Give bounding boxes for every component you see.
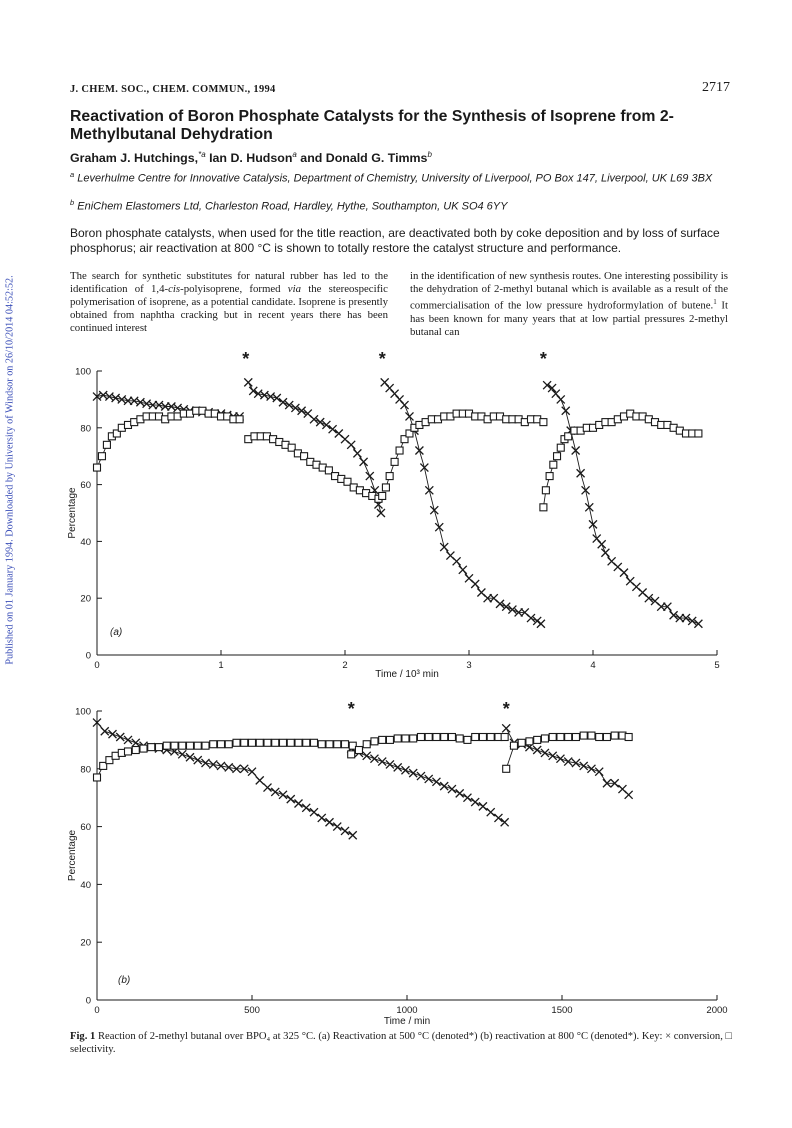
body-italic: cis (168, 283, 181, 295)
conversion-point (132, 739, 140, 747)
conversion-point (401, 401, 409, 409)
body-column-left (70, 270, 388, 335)
conversion-point (453, 557, 461, 565)
selectivity-point (580, 732, 587, 739)
selectivity-point (363, 741, 370, 748)
download-watermark-text: Published on 01 January 1994. Downloaded by University of Windsor on 26/10/2014 04:52:52. (4, 275, 16, 665)
y-tick-label: 80 (80, 764, 91, 776)
selectivity-point (456, 735, 463, 742)
selectivity-point (402, 735, 409, 742)
selectivity-point (295, 739, 302, 746)
selectivity-point (179, 742, 186, 749)
conversion-point (279, 791, 287, 799)
conversion-point (572, 759, 580, 767)
conversion-point (341, 827, 349, 835)
conversion-point (366, 472, 374, 480)
conversion-point (435, 523, 443, 531)
selectivity-point (326, 741, 333, 748)
x-tick-label: 1 (218, 660, 224, 671)
y-tick-label: 40 (80, 879, 91, 891)
conversion-point (409, 769, 417, 777)
conversion-point (333, 823, 341, 831)
body-text: The search for synthetic substitutes for natural rubber has led to the identification of 1,4- (70, 270, 388, 295)
conversion-point (394, 763, 402, 771)
selectivity-point (479, 734, 486, 741)
selectivity-point (391, 458, 398, 465)
y-tick-label: 0 (85, 650, 91, 662)
conversion-point (109, 730, 117, 738)
conversion-point (349, 831, 357, 839)
selectivity-point (256, 739, 263, 746)
reactivation-marker: * (378, 349, 386, 369)
selectivity-point (303, 739, 310, 746)
conversion-point (360, 458, 368, 466)
figure-caption (70, 1030, 738, 1056)
selectivity-point (695, 430, 702, 437)
conversion-point (471, 580, 479, 588)
x-tick-label: 2 (342, 660, 348, 671)
conversion-point (589, 520, 597, 528)
x-tick-label: 4 (590, 660, 596, 671)
selectivity-point (132, 747, 139, 754)
selectivity-point (156, 744, 163, 751)
conversion-point (186, 753, 194, 761)
selectivity-line (386, 414, 544, 488)
selectivity-point (464, 736, 471, 743)
x-axis-label: Time / 10³ min (375, 669, 439, 680)
conversion-point (347, 441, 355, 449)
affiliation-a (70, 168, 738, 186)
selectivity-point (396, 447, 403, 454)
conversion-point (271, 788, 279, 796)
conversion-point (244, 378, 252, 386)
selectivity-point (565, 734, 572, 741)
panel-label: (a) (110, 627, 123, 638)
selectivity-point (272, 739, 279, 746)
conversion-point (580, 762, 588, 770)
author-mark: b (427, 150, 432, 159)
page-number: 2717 (702, 80, 730, 95)
x-axis-label: Time / min (383, 1016, 431, 1027)
selectivity-point (379, 492, 386, 499)
conversion-point (326, 818, 334, 826)
selectivity-point (526, 738, 533, 745)
conversion-point (310, 808, 318, 816)
selectivity-point (371, 738, 378, 745)
x-tick-label: 0 (94, 660, 100, 671)
selectivity-point (202, 742, 209, 749)
selectivity-point (572, 734, 579, 741)
x-tick-label: 1000 (396, 1005, 418, 1016)
conversion-point (440, 782, 448, 790)
conversion-point (557, 395, 565, 403)
selectivity-point (557, 444, 564, 451)
selectivity-point (241, 739, 248, 746)
body-text: in the identification of new synthesis routes. One interesting possibility is the dehydration of 2-methyl butanal which is available as a result of the commercialisation of the low pressure hydroformylation of butene. (410, 270, 728, 312)
body-text: -polyisoprene, formed (180, 283, 288, 295)
body-column-right (410, 270, 728, 339)
conversion-point (456, 789, 464, 797)
conversion-point (287, 795, 295, 803)
conversion-point (440, 543, 448, 551)
selectivity-point (210, 741, 217, 748)
selectivity-point (379, 736, 386, 743)
conversion-point (587, 765, 595, 773)
conversion-point (537, 620, 545, 628)
selectivity-point (264, 739, 271, 746)
selectivity-point (334, 741, 341, 748)
selectivity-point (487, 734, 494, 741)
selectivity-point (625, 734, 632, 741)
y-tick-label: 60 (80, 822, 91, 834)
reactivation-marker: * (502, 699, 510, 719)
figure-caption-text: Reaction of 2-methyl butanal over BPO₄ at 325 °C. (a) Reactivation at 500 °C (denoted*) (b) reactivation at 800 °C (denoted*). Key: × conversion, □ selectivity. (70, 1031, 732, 1055)
abstract: Boron phosphate catalysts, when used for the title reaction, are deactivated both by coke deposition and by loss of surface phosphorus; air reactivation at 800 °C is shown to totally restore the catalyst structure and performance. (70, 226, 720, 255)
conversion-point (370, 755, 378, 763)
selectivity-point (171, 742, 178, 749)
chart-panel-b (0, 695, 792, 1025)
selectivity-point (225, 741, 232, 748)
selectivity-point (540, 504, 547, 511)
conversion-point (377, 509, 385, 517)
selectivity-point (187, 742, 194, 749)
reactivation-marker: * (242, 349, 250, 369)
selectivity-point (287, 739, 294, 746)
selectivity-point (448, 734, 455, 741)
affiliation-mark: b (70, 198, 75, 207)
conversion-point (415, 447, 423, 455)
selectivity-point (540, 419, 547, 426)
selectivity-point (98, 453, 105, 460)
conversion-point (533, 746, 541, 754)
conversion-point (217, 762, 225, 770)
conversion-point (124, 736, 132, 744)
selectivity-point (425, 734, 432, 741)
author-name: Ian D. Hudson (209, 151, 293, 166)
selectivity-point (441, 734, 448, 741)
selectivity-point (148, 744, 155, 751)
conversion-point (256, 776, 264, 784)
selectivity-point (596, 734, 603, 741)
affiliation-text: Leverhulme Centre for Innovative Catalysis, Department of Chemistry, University of Liverpool, PO Box 147, Liverpool, UK L69 3BX (77, 172, 713, 185)
x-tick-label: 0 (94, 1005, 100, 1016)
affiliation-b (70, 196, 738, 214)
selectivity-point (386, 473, 393, 480)
author-name: and Donald G. Timms (300, 151, 428, 166)
selectivity-point (503, 765, 510, 772)
panel-label: (b) (118, 975, 131, 986)
conversion-point (432, 778, 440, 786)
reference-mark: 1 (713, 298, 717, 306)
conversion-point (401, 766, 409, 774)
conversion-point (564, 758, 572, 766)
conversion-point (425, 486, 433, 494)
conversion-point (463, 794, 471, 802)
conversion-point (625, 791, 633, 799)
selectivity-point (194, 742, 201, 749)
x-tick-label: 500 (244, 1005, 260, 1016)
conversion-point (620, 569, 628, 577)
conversion-point (448, 785, 456, 793)
selectivity-point (611, 732, 618, 739)
selectivity-point (218, 741, 225, 748)
y-tick-label: 100 (75, 366, 91, 378)
y-tick-label: 60 (80, 480, 91, 492)
selectivity-point (550, 461, 557, 468)
affiliation-mark: a (70, 170, 75, 179)
journal-header: J. CHEM. SOC., CHEM. COMMUN., 1994 (70, 84, 276, 95)
conversion-point (549, 752, 557, 760)
x-tick-label: 2000 (706, 1005, 728, 1016)
conversion-point (582, 486, 590, 494)
x-tick-label: 3 (466, 660, 472, 671)
affiliation-text: EniChem Elastomers Ltd, Charleston Road, Hardley, Hythe, Southampton, UK SO4 6YY (77, 200, 508, 213)
selectivity-point (554, 453, 561, 460)
selectivity-point (249, 739, 256, 746)
conversion-point (459, 566, 467, 574)
conversion-point (248, 768, 256, 776)
selectivity-point (94, 774, 101, 781)
author-mark: *a (198, 150, 206, 159)
conversion-point (209, 760, 217, 768)
conversion-point (598, 540, 606, 548)
article-title: Reactivation of Boron Phosphate Catalysts for the Synthesis of Isoprene from 2-Methylbutanal Dehydration (70, 108, 674, 143)
conversion-point (556, 755, 564, 763)
conversion-point (601, 549, 609, 557)
reactivation-marker: * (347, 699, 355, 719)
conversion-point (264, 784, 272, 792)
selectivity-point (311, 739, 318, 746)
selectivity-point (140, 745, 147, 752)
selectivity-point (501, 734, 508, 741)
selectivity-point (280, 739, 287, 746)
conversion-point (425, 775, 433, 783)
selectivity-point (588, 732, 595, 739)
y-tick-label: 0 (85, 995, 91, 1007)
x-tick-label: 1500 (551, 1005, 573, 1016)
y-tick-label: 100 (75, 706, 91, 718)
conversion-point (420, 464, 428, 472)
conversion-point (595, 768, 603, 776)
conversion-point (572, 447, 580, 455)
author-list (70, 150, 432, 165)
selectivity-point (603, 734, 610, 741)
conversion-point (101, 727, 109, 735)
conversion-point (502, 724, 510, 732)
conversion-point (487, 808, 495, 816)
selectivity-point (125, 748, 132, 755)
conversion-point (405, 412, 413, 420)
conversion-point (202, 759, 210, 767)
conversion-point (430, 506, 438, 514)
selectivity-point (103, 441, 110, 448)
conversion-point (585, 503, 593, 511)
body-text: the stereospecific polymerisation of isoprene, as a potential candidate. Isoprene is presently obtained from naphtha cracking but in recent years there has been continued interest (70, 283, 388, 334)
conversion-point (353, 449, 361, 457)
conversion-point (471, 798, 479, 806)
y-tick-label: 20 (80, 937, 91, 949)
conversion-point (378, 758, 386, 766)
selectivity-point (510, 742, 517, 749)
selectivity-point (233, 739, 240, 746)
selectivity-point (546, 473, 553, 480)
selectivity-point (386, 736, 393, 743)
selectivity-point (342, 741, 349, 748)
y-tick-label: 80 (80, 423, 91, 435)
selectivity-point (94, 464, 101, 471)
figure-label: Fig. 1 (70, 1031, 96, 1042)
selectivity-point (542, 487, 549, 494)
reactivation-marker: * (539, 349, 547, 369)
conversion-line (547, 385, 698, 624)
conversion-point (541, 749, 549, 757)
author-mark: a (292, 150, 297, 159)
conversion-point (501, 818, 509, 826)
selectivity-point (382, 484, 389, 491)
body-italic: via (287, 283, 301, 295)
conversion-point (295, 799, 303, 807)
conversion-point (225, 763, 233, 771)
selectivity-point (557, 734, 564, 741)
selectivity-point (518, 739, 525, 746)
y-axis-label: Percentage (67, 829, 78, 882)
x-tick-label: 5 (714, 660, 720, 671)
selectivity-point (472, 734, 479, 741)
conversion-point (116, 733, 124, 741)
selectivity-point (394, 735, 401, 742)
conversion-point (178, 750, 186, 758)
conversion-point (302, 804, 310, 812)
selectivity-point (549, 734, 556, 741)
selectivity-point (348, 751, 355, 758)
conversion-point (386, 760, 394, 768)
author-name: Graham J. Hutchings, (70, 151, 199, 166)
selectivity-point (534, 736, 541, 743)
conversion-point (417, 772, 425, 780)
y-tick-label: 20 (80, 593, 91, 605)
selectivity-point (417, 734, 424, 741)
selectivity-point (433, 734, 440, 741)
conversion-point (318, 814, 326, 822)
conversion-point (479, 802, 487, 810)
selectivity-point (163, 742, 170, 749)
conversion-point (562, 407, 570, 415)
selectivity-point (410, 735, 417, 742)
body-text: It has been known for many years that at low partial pressures 2-methyl butanal can (410, 299, 729, 338)
y-tick-label: 40 (80, 536, 91, 548)
selectivity-point (318, 741, 325, 748)
selectivity-point (236, 416, 243, 423)
conversion-point (577, 469, 585, 477)
selectivity-point (541, 735, 548, 742)
selectivity-point (355, 747, 362, 754)
chart-panel-a (0, 345, 792, 680)
conversion-point (194, 756, 202, 764)
y-axis-label: Percentage (67, 487, 78, 539)
conversion-point (494, 814, 502, 822)
conversion-point (363, 752, 371, 760)
